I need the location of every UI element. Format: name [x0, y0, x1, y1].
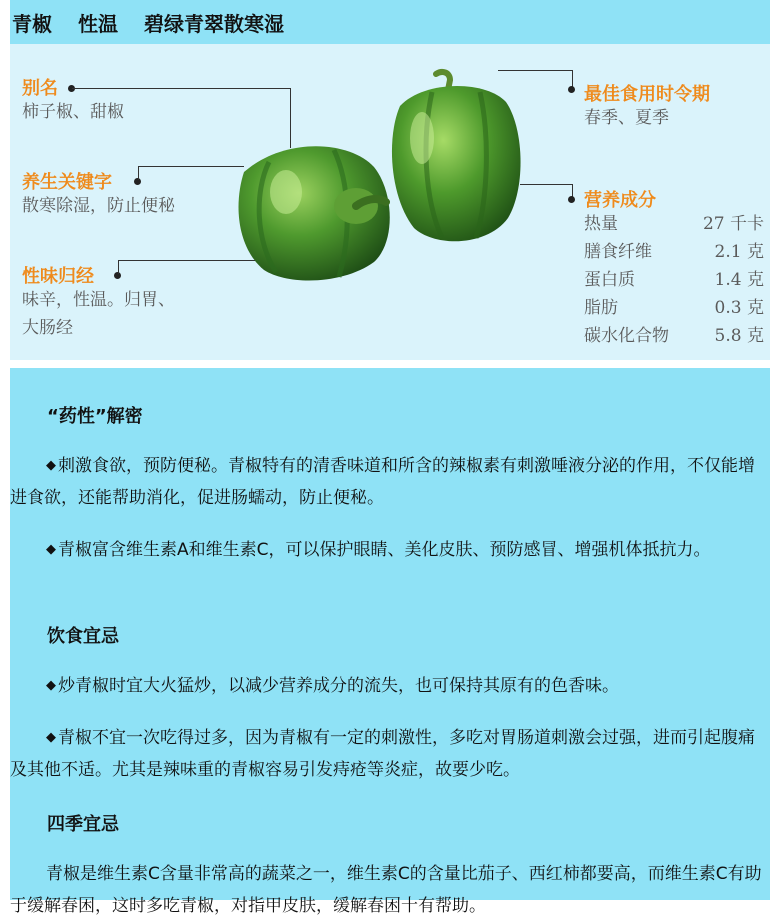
panel-divider: [10, 360, 770, 362]
paragraph: [10, 534, 768, 566]
connector-line: [72, 88, 290, 89]
connector-line: [118, 260, 119, 274]
green-pepper-icon: [224, 132, 400, 284]
section-heading: 四季宜忌: [47, 814, 119, 835]
nutrition-row: [584, 238, 764, 266]
bullet-icon: ◆: [46, 542, 56, 557]
nutrition-row: [584, 266, 764, 294]
nutrition-name: 膳食纤维: [584, 242, 652, 262]
nutrition-name: 蛋白质: [584, 270, 635, 290]
keywords-title: 养生关键字: [22, 172, 112, 193]
nutrition-name: 脂肪: [584, 298, 618, 318]
season-title: 最佳食用时令期: [584, 84, 710, 105]
nutrition-value: 2.1 克: [714, 242, 764, 262]
season-text: 春季、夏季: [584, 108, 669, 128]
nutrition-row: [584, 294, 764, 322]
taste-title: 性味归经: [22, 266, 94, 287]
title-bar: [10, 0, 770, 44]
vegetable-slogan: 碧绿青翠散寒湿: [144, 11, 284, 36]
paragraph: [10, 670, 768, 702]
section-heading: “药性”解密: [47, 406, 143, 427]
alias-text: 柿子椒、甜椒: [22, 102, 124, 122]
connector-line: [138, 166, 139, 180]
section-heading: 饮食宜忌: [47, 626, 119, 647]
bullet-icon: ◆: [46, 458, 56, 473]
nutrition-name: 碳水化合物: [584, 326, 669, 346]
bullet-icon: ◆: [46, 678, 56, 693]
nutrition-row: [584, 322, 764, 350]
nutrition-value: 0.3 克: [714, 298, 764, 318]
nutrition-value: 5.8 克: [714, 326, 764, 346]
vegetable-nature: 性温: [78, 11, 118, 36]
article-content: [10, 368, 770, 916]
keywords-text: 散寒除湿，防止便秘: [22, 196, 175, 216]
connector-dot: [568, 86, 575, 93]
nutrition-value: 1.4 克: [714, 270, 764, 290]
connector-line: [520, 184, 572, 185]
paragraph: [10, 450, 768, 514]
paragraph-text: 青椒富含维生素A和维生素C，可以保护眼睛、美化皮肤、预防感冒、增强机体抵抗力。: [58, 540, 711, 560]
nutrition-name: 热量: [584, 214, 618, 234]
paragraph: 青椒是维生素C含量非常高的蔬菜之一，维生素C的含量比茄子、西红柿都要高，而维生素C有助于缓解春困，这时多吃青椒，对指甲皮肤，缓解春困十有帮助。: [10, 864, 762, 916]
vegetable-name: 青椒: [12, 11, 52, 36]
paragraph-text: 刺激食欲，预防便秘。青椒特有的清香味道和所含的辣椒素有刺激唾液分泌的作用，不仅能增进食欲，还能帮助消化，促进肠蠕动，防止便秘。: [10, 456, 755, 508]
nutrition-title: 营养成分: [584, 190, 656, 211]
green-pepper-icon: [384, 68, 526, 246]
paragraph-text: 青椒不宜一次吃得过多，因为青椒有一定的刺激性，多吃对胃肠道刺激会过强，进而引起腹痛及其他不适。尤其是辣味重的青椒容易引发痔疮等炎症，故要少吃。: [10, 728, 755, 780]
nutrition-table: [584, 210, 764, 350]
taste-text-line2: 大肠经: [22, 318, 73, 338]
connector-dot: [568, 196, 575, 203]
info-panel: [10, 44, 770, 362]
taste-text-line1: 味辛，性温。归胃、: [22, 290, 175, 310]
nutrition-value: 27 千卡: [702, 214, 764, 234]
paragraph: [10, 722, 768, 786]
nutrition-row: [584, 210, 764, 238]
paragraph-text: 炒青椒时宜大火猛炒，以减少营养成分的流失，也可保持其原有的色香味。: [58, 676, 619, 696]
alias-title: 别名: [22, 78, 58, 99]
bullet-icon: ◆: [46, 730, 56, 745]
